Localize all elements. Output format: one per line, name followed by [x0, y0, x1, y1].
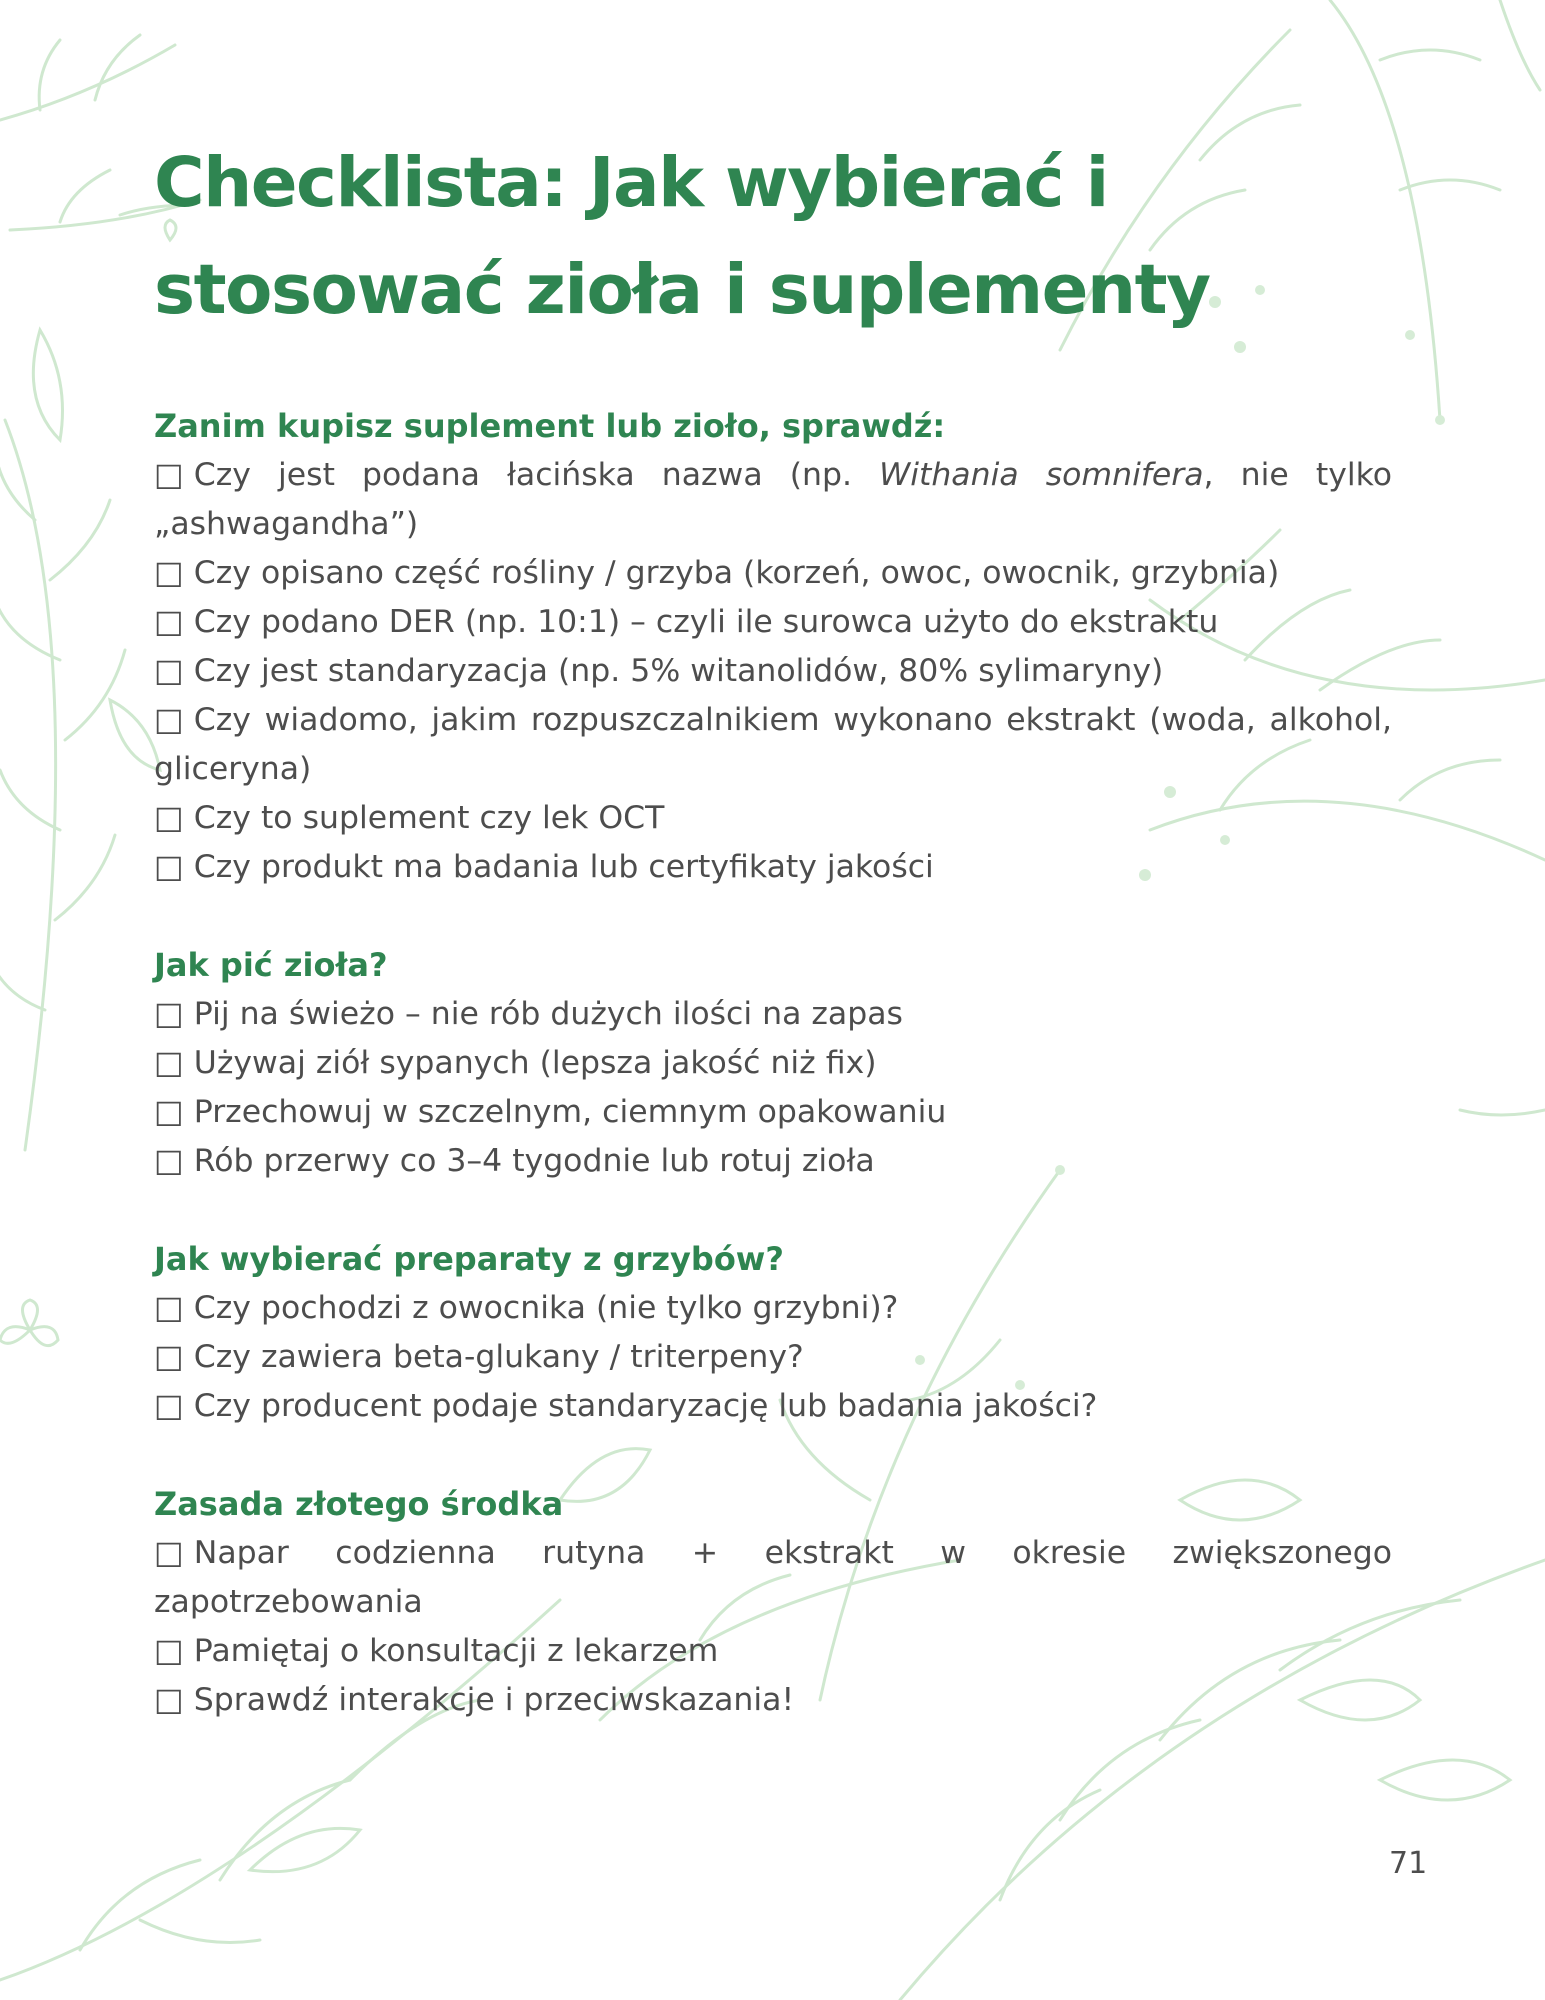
checklist-item: [154, 843, 1392, 892]
checkbox-icon: □: [154, 457, 184, 493]
checkbox-icon: □: [154, 702, 184, 738]
checklist-item: [154, 451, 1392, 549]
page-title: Checklista: Jak wybierać i stosować zioła i suplementy: [154, 143, 1210, 330]
checklist: [154, 1284, 1392, 1431]
checklist-item: [154, 1676, 1392, 1725]
checklist-item: [154, 1284, 1392, 1333]
section-heading: Zanim kupisz suplement lub zioło, sprawdź:: [154, 407, 946, 445]
checklist-item-text: Pamiętaj o konsultacji z lekarzem: [193, 1633, 719, 1669]
section-golden-mean: [154, 1480, 1392, 1725]
checkbox-icon: □: [154, 604, 184, 640]
checklist-page: [154, 130, 1392, 1725]
checklist: [154, 451, 1392, 892]
checklist-item: [154, 1529, 1392, 1627]
checkbox-icon: □: [154, 1094, 184, 1130]
section-heading: Zasada złotego środka: [154, 1485, 564, 1523]
checkbox-icon: □: [154, 555, 184, 591]
checklist-item: [154, 794, 1392, 843]
checklist-item-text: Napar codzienna rutyna + ekstrakt w okresie zwiększonego zapotrzebowania: [154, 1535, 1392, 1620]
section-heading: Jak wybierać preparaty z grzybów?: [154, 1240, 784, 1278]
page-number: 71: [1389, 1846, 1428, 1881]
checklist: [154, 990, 1392, 1186]
checkbox-icon: □: [154, 1535, 184, 1571]
checklist-item-text: Czy pochodzi z owocnika (nie tylko grzybni)?: [193, 1290, 899, 1326]
checkbox-icon: □: [154, 996, 184, 1032]
checklist-item: [154, 1088, 1392, 1137]
checklist-item-text: Używaj ziół sypanych (lepsza jakość niż fix): [193, 1045, 877, 1081]
section-heading: Jak pić zioła?: [154, 946, 388, 984]
checklist-item: [154, 990, 1392, 1039]
checklist-item: [154, 1137, 1392, 1186]
checklist-item-text: Czy produkt ma badania lub certyfikaty jakości: [193, 849, 934, 885]
checkbox-icon: □: [154, 849, 184, 885]
checkbox-icon: □: [154, 1633, 184, 1669]
checklist-item-text: Czy jest podana łacińska nazwa (np.: [193, 457, 880, 493]
checklist-item-text: Czy podano DER (np. 10:1) – czyli ile surowca użyto do ekstraktu: [193, 604, 1219, 640]
checklist-item: [154, 647, 1392, 696]
checklist-item: [154, 549, 1392, 598]
checkbox-icon: □: [154, 1290, 184, 1326]
checklist-item-text: Pij na świeżo – nie rób dużych ilości na zapas: [193, 996, 903, 1032]
checklist-item: [154, 696, 1392, 794]
checkbox-icon: □: [154, 1143, 184, 1179]
checkbox-icon: □: [154, 653, 184, 689]
checklist-item-text: Przechowuj w szczelnym, ciemnym opakowaniu: [193, 1094, 947, 1130]
section-mushroom-preparations: [154, 1235, 1392, 1431]
checkbox-icon: □: [154, 800, 184, 836]
checklist-item: [154, 1333, 1392, 1382]
checkbox-icon: □: [154, 1339, 184, 1375]
checklist-item-text: Czy zawiera beta-glukany / triterpeny?: [193, 1339, 804, 1375]
section-drinking-herbs: [154, 941, 1392, 1186]
checklist-item-text: Sprawdź interakcje i przeciwskazania!: [193, 1682, 795, 1718]
checklist-item-text: Czy to suplement czy lek OCT: [193, 800, 665, 836]
checklist-item: [154, 1039, 1392, 1088]
checklist-item-text: Czy jest standaryzacja (np. 5% witanolidów, 80% sylimaryny): [193, 653, 1164, 689]
checklist: [154, 1529, 1392, 1725]
checklist-item: [154, 598, 1392, 647]
checklist-item: [154, 1627, 1392, 1676]
checklist-item: [154, 1382, 1392, 1431]
section-before-buying: [154, 402, 1392, 892]
checklist-item-text: Czy opisano część rośliny / grzyba (korzeń, owoc, owocnik, grzybnia): [193, 555, 1280, 591]
checklist-item-text: , nie tylko „ashwagandha”): [154, 457, 1392, 542]
checkbox-icon: □: [154, 1045, 184, 1081]
checklist-item-text: Czy wiadomo, jakim rozpuszczalnikiem wykonano ekstrakt (woda, alkohol, gliceryna): [154, 702, 1392, 787]
latin-name: Withania somnifera: [879, 457, 1204, 493]
checkbox-icon: □: [154, 1388, 184, 1424]
checklist-item-text: Rób przerwy co 3–4 tygodnie lub rotuj zioła: [193, 1143, 875, 1179]
checkbox-icon: □: [154, 1682, 184, 1718]
checklist-item-text: Czy producent podaje standaryzację lub badania jakości?: [193, 1388, 1098, 1424]
